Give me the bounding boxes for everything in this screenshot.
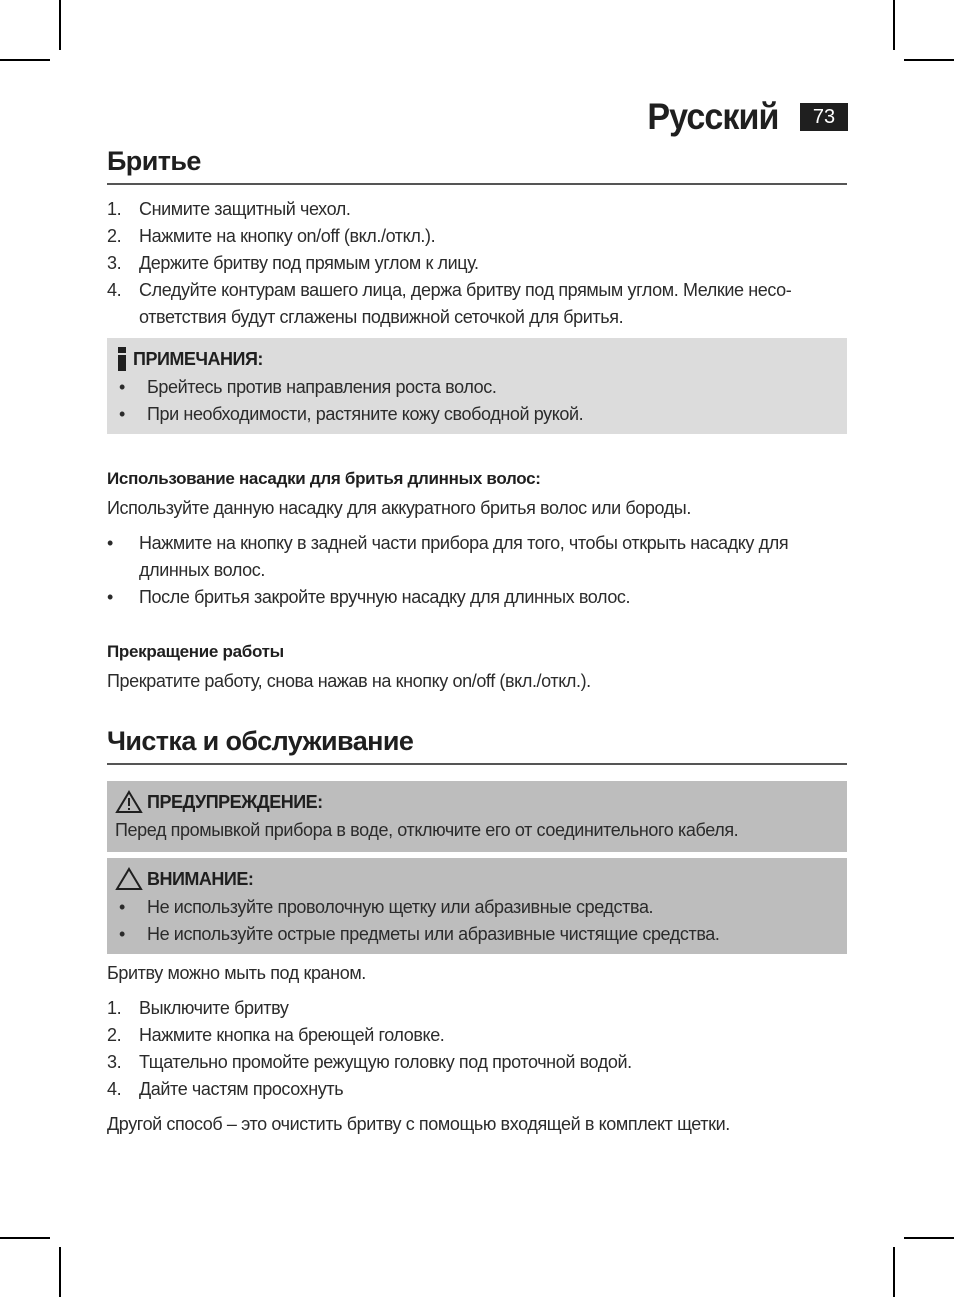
caution-title: [115, 864, 839, 894]
crop-mark-top-left-vertical: [59, 0, 61, 50]
step-number: 3.: [107, 253, 122, 273]
bullet: •: [119, 404, 125, 424]
step-number: 2.: [107, 1025, 122, 1045]
list-item: [107, 995, 847, 1022]
step-text: Снимите защитный чехол.: [139, 199, 351, 219]
list-item: [115, 401, 839, 428]
notes-list: [115, 374, 839, 428]
note-text: При необходимости, растяните кожу свободной рукой.: [147, 404, 584, 424]
list-item: [107, 530, 847, 584]
step-number: 1.: [107, 199, 122, 219]
step-number: 1.: [107, 998, 122, 1018]
step-number: 4.: [107, 1079, 122, 1099]
caution-text: Не используйте острые предметы или абразивные чистящие средства.: [147, 924, 720, 944]
stop-text: Прекратите работу, снова нажав на кнопку on/off (вкл./откл.).: [107, 671, 591, 691]
long-hair-section: [107, 469, 847, 611]
page-header: [636, 96, 849, 138]
stop-section: [107, 642, 847, 695]
step-text: Дайте частям просохнуть: [139, 1079, 344, 1099]
crop-mark-bottom-left-horizontal: [0, 1237, 50, 1239]
list-item: [115, 921, 839, 948]
language-title: Русский: [646, 96, 778, 137]
page-number: 73: [800, 103, 848, 131]
warning-box: [107, 781, 847, 852]
cleaning-outro: Другой способ – это очистить бритву с помощью входящей в комплект щетки.: [107, 1114, 730, 1134]
cleaning-steps: [107, 995, 847, 1103]
shaving-heading: Бритье: [107, 146, 847, 185]
list-item: [107, 1022, 847, 1049]
list-item: [107, 196, 847, 223]
step-text: Тщательно промойте режущую головку под проточной водой.: [139, 1052, 632, 1072]
long-hair-list: [107, 530, 847, 611]
list-item: [107, 223, 847, 250]
bullet: •: [119, 897, 125, 917]
caution-triangle-icon: [115, 867, 143, 891]
cleaning-heading: Чистка и обслуживание: [107, 726, 847, 765]
item-text: Нажмите на кнопку в задней части прибора для того, чтобы открыть насадку для длинных волос.: [139, 533, 789, 580]
crop-mark-bottom-right-horizontal: [904, 1237, 954, 1239]
step-text: Нажмите кнопка на бреющей головке.: [139, 1025, 445, 1045]
caution-label: ВНИМАНИЕ:: [147, 868, 254, 889]
step-text: Выключите бритву: [139, 998, 289, 1018]
warning-label: ПРЕДУПРЕЖДЕНИЕ:: [147, 791, 323, 812]
crop-mark-top-left-horizontal: [0, 59, 50, 61]
notes-title: [115, 344, 839, 374]
step-number: 3.: [107, 1052, 122, 1072]
step-text: Следуйте контурам вашего лица, держа бритву под прямым углом. Мелкие несо-ответствия будут сглажены подвижной сеточкой для бритья.: [139, 280, 792, 327]
caution-box: [107, 858, 847, 954]
step-text: Держите бритву под прямым углом к лицу.: [139, 253, 479, 273]
bullet: •: [107, 587, 113, 607]
list-item: [107, 250, 847, 277]
caution-list: [115, 894, 839, 948]
item-text: После бритья закройте вручную насадку для длинных волос.: [139, 587, 631, 607]
note-text: Брейтесь против направления роста волос.: [147, 377, 497, 397]
bullet: •: [107, 533, 113, 553]
list-item: [115, 374, 839, 401]
crop-mark-bottom-right-vertical: [893, 1247, 895, 1297]
list-item: [107, 1049, 847, 1076]
list-item: [115, 894, 839, 921]
step-number: 4.: [107, 280, 122, 300]
notes-box: [107, 338, 847, 434]
long-hair-intro: Используйте данную насадку для аккуратного бритья волос или бороды.: [107, 498, 691, 518]
shaving-steps: [107, 196, 847, 331]
cleaning-body: [107, 960, 847, 1138]
list-item: [107, 1076, 847, 1103]
crop-mark-bottom-left-vertical: [59, 1247, 61, 1297]
step-number: 2.: [107, 226, 122, 246]
list-item: [107, 584, 847, 611]
warning-text: Перед промывкой прибора в воде, отключите его от соединительного кабеля.: [115, 820, 739, 840]
warning-title: [115, 787, 839, 817]
bullet: •: [119, 924, 125, 944]
cleaning-section: [107, 726, 847, 765]
list-item: [107, 277, 847, 331]
caution-text: Не используйте проволочную щетку или абразивные средства.: [147, 897, 654, 917]
step-text: Нажмите на кнопку on/off (вкл./откл.).: [139, 226, 436, 246]
notes-label: ПРИМЕЧАНИЯ:: [133, 348, 263, 369]
cleaning-intro: Бритву можно мыть под краном.: [107, 963, 366, 983]
crop-mark-top-right-horizontal: [904, 59, 954, 61]
bullet: •: [119, 377, 125, 397]
info-icon: [115, 347, 129, 371]
stop-heading: Прекращение работы: [107, 642, 284, 661]
shaving-section: [107, 146, 847, 331]
crop-mark-top-right-vertical: [893, 0, 895, 50]
long-hair-heading: Использование насадки для бритья длинных волос:: [107, 469, 541, 488]
warning-triangle-icon: [115, 790, 143, 814]
